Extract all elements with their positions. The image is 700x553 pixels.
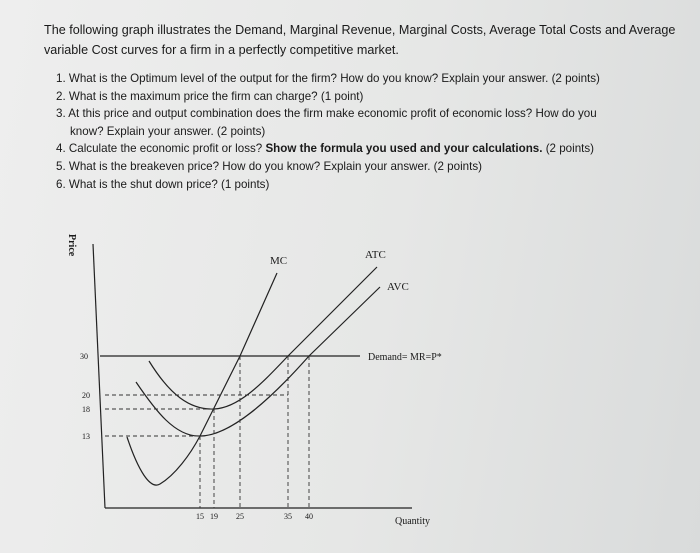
x-tick: 15 (196, 512, 204, 521)
x-tick-labels (196, 512, 313, 521)
x-tick: 40 (305, 512, 313, 521)
atc-label: ATC (365, 249, 386, 261)
question-4: 4. Calculate the economic profit or loss? Show the formula you used and your calculations. (2 points) (56, 142, 595, 156)
x-tick: 25 (236, 512, 244, 521)
x-tick: 35 (284, 512, 292, 521)
avc-curve (136, 287, 380, 436)
intro-text: The following graph illustrates the Demand, Marginal Revenue, Marginal Costs, Average Total Costs and Average variable Cost curves for a firm in a perfectly competitive market. (44, 23, 676, 57)
question-5: 5. What is the breakeven price? How do you know? Explain your answer. (2 points) (56, 159, 482, 173)
avc-label: AVC (387, 281, 409, 293)
demand-label: Demand= MR=P* (368, 352, 442, 363)
y-axis (93, 244, 105, 508)
y-tick: 20 (82, 391, 90, 400)
mc-label: MC (270, 255, 288, 267)
y-tick-labels (80, 352, 90, 441)
question-6: 6. What is the shut down price? (1 points) (56, 177, 270, 191)
y-tick: 13 (82, 432, 90, 441)
dashed-guides (105, 356, 309, 508)
question-2: 2. What is the maximum price the firm can charge? (1 point) (56, 89, 364, 103)
x-tick: 19 (210, 512, 218, 521)
x-axis-label: Quantity (395, 516, 430, 527)
mc-curve (127, 273, 277, 485)
y-tick: 30 (80, 352, 88, 361)
atc-curve (149, 267, 377, 409)
y-tick: 18 (82, 405, 90, 414)
question-3: 3. At this price and output combination does the firm make economic profit of economic loss? How do you know? Explain your answer. (2 points) (56, 107, 597, 138)
question-1: 1. What is the Optimum level of the output for the firm? How do you know? Explain your answer. (2 points) (56, 72, 600, 85)
y-axis-label: Price (66, 234, 77, 257)
